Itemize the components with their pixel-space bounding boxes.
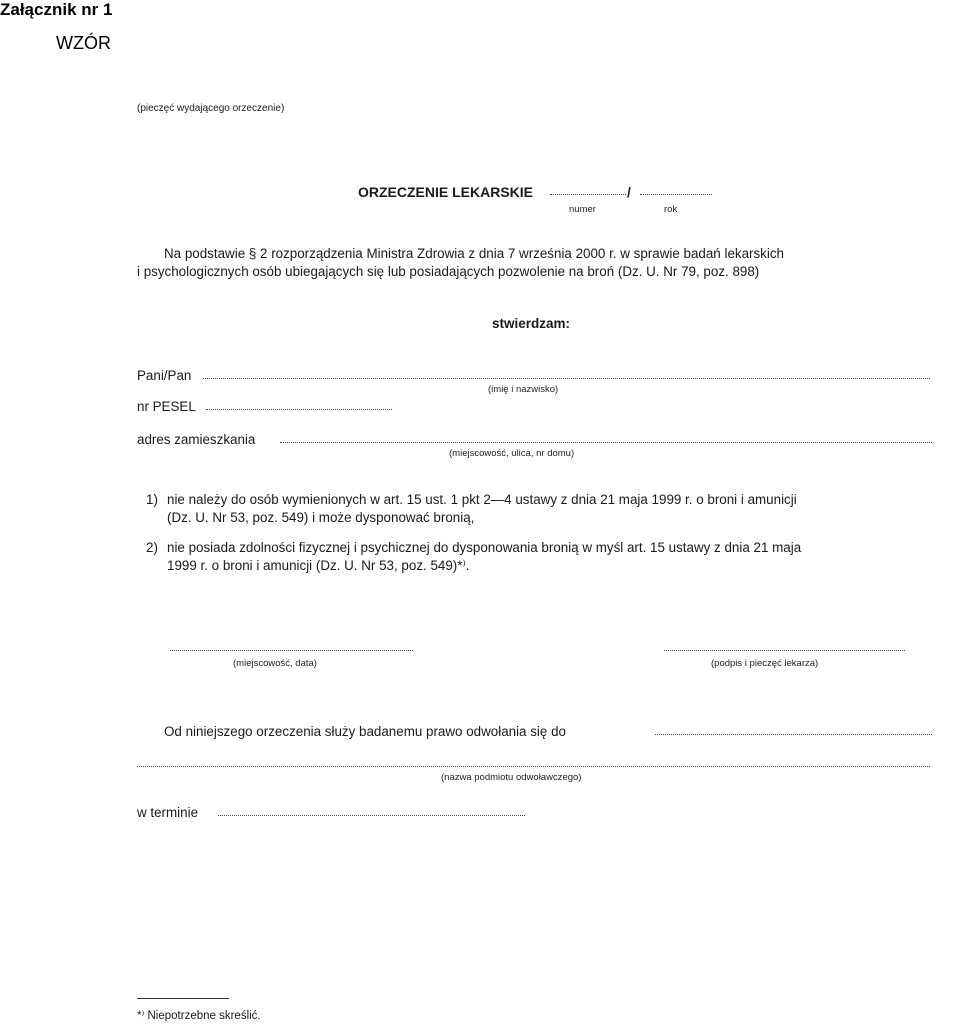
year-caption: rok [664,204,678,215]
stamp-label: (pieczęć wydającego orzeczenie) [137,103,285,114]
signature-field[interactable] [664,650,905,651]
deadline-field[interactable] [218,815,525,816]
item-1-line-1: nie należy do osób wymienionych w art. 15 ust. 1 pkt 2—4 ustawy z dnia 21 maja 1999 r. o broni i amunicji [167,492,797,507]
item-2-line-1: nie posiada zdolności fizycznej i psychicznej do dysponowania bronią w myśl art. 15 ustawy z dnia 21 maja [167,540,802,555]
number-caption: numer [569,204,596,215]
document-title: ORZECZENIE LEKARSKIE [358,184,534,200]
deadline-label: w terminie [137,805,199,820]
item-2-line-2: 1999 r. o broni i amunicji (Dz. U. Nr 53, poz. 549)*⁾. [167,558,470,573]
appeal-text: Od niniejszego orzeczenia służy badanemu prawo odwołania się do [164,724,566,739]
template-label: WZÓR [56,33,111,53]
year-field[interactable] [640,194,712,195]
name-caption: (imię i nazwisko) [488,384,559,395]
item-2-number: 2) [146,540,158,555]
name-label: Pani/Pan [137,368,192,383]
item-1-line-2: (Dz. U. Nr 53, poz. 549) i może dysponować bronią, [167,510,475,525]
signature-caption: (podpis i pieczęć lekarza) [711,658,819,669]
address-field[interactable] [280,442,932,443]
number-field[interactable] [550,194,626,195]
legal-basis-line-1: Na podstawie § 2 rozporządzenia Ministra Zdrowia z dnia 7 września 2000 r. w sprawie badań lekarskich [164,246,784,261]
declares-heading: stwierdzam: [492,316,571,331]
pesel-field[interactable] [206,409,392,410]
appeal-body-field[interactable] [655,734,932,735]
item-1-number: 1) [146,492,158,507]
footnote: *⁾ Niepotrzebne skreślić. [137,1010,261,1022]
pesel-label: nr PESEL [137,399,196,414]
place-date-caption: (miejscowość, data) [233,658,317,669]
title-slash: / [627,184,631,200]
address-label: adres zamieszkania [137,432,256,447]
legal-basis-line-2: i psychologicznych osób ubiegających się lub posiadających pozwolenie na broń (Dz. U. Nr 79, poz. 898) [137,264,760,279]
name-field[interactable] [203,378,930,379]
address-caption: (miejscowość, ulica, nr domu) [449,448,575,459]
place-date-field[interactable] [170,650,413,651]
appeal-body-field-2[interactable] [137,766,930,767]
appeal-caption: (nazwa podmiotu odwoławczego) [441,772,582,783]
footnote-separator [137,998,229,999]
attachment-title: Załącznik nr 1 [0,0,113,19]
